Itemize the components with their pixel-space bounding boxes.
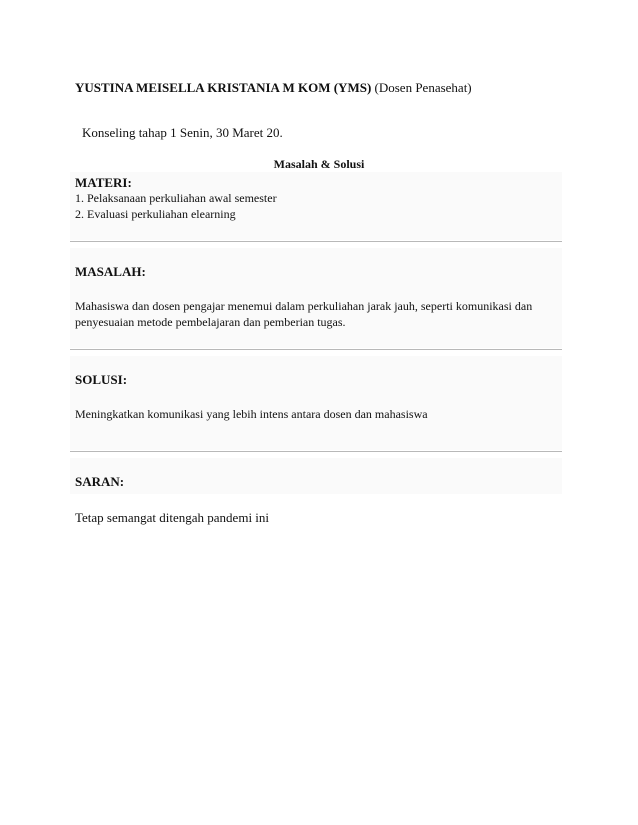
section-divider — [70, 451, 562, 452]
materi-item: 2. Evaluasi perkuliahan elearning — [75, 207, 236, 221]
masalah-section — [70, 248, 562, 348]
section-divider — [70, 241, 562, 242]
solusi-text: Meningkatkan komunikasi yang lebih intens antara dosen dan mahasiswa — [75, 407, 428, 421]
saran-heading: SARAN: — [75, 474, 125, 489]
advisor-name: YUSTINA MEISELLA KRISTANIA M KOM (YMS) — [75, 80, 372, 95]
solusi-heading: SOLUSI: — [75, 372, 128, 387]
counseling-session-date: Konseling tahap 1 Senin, 30 Maret 20. — [82, 125, 283, 140]
materi-heading: MATERI: — [75, 175, 132, 190]
saran-section — [70, 458, 562, 494]
solusi-section — [70, 356, 562, 450]
advisor-role: (Dosen Penasehat) — [371, 80, 472, 95]
closing-message: Tetap semangat ditengah pandemi ini — [75, 510, 270, 525]
advisor-header — [75, 80, 472, 96]
materi-section — [70, 172, 562, 240]
masalah-heading: MASALAH: — [75, 264, 146, 279]
materi-item: 1. Pelaksanaan perkuliahan awal semester — [75, 191, 277, 205]
masalah-text: Mahasiswa dan dosen pengajar menemui dalam perkuliahan jarak jauh, seperti komunikasi dan penyesuaian metode pembelajaran dan pemberian tugas. — [75, 299, 533, 329]
section-divider — [70, 349, 562, 350]
document-title: Masalah & Solusi — [273, 157, 365, 171]
materi-list — [75, 190, 557, 222]
